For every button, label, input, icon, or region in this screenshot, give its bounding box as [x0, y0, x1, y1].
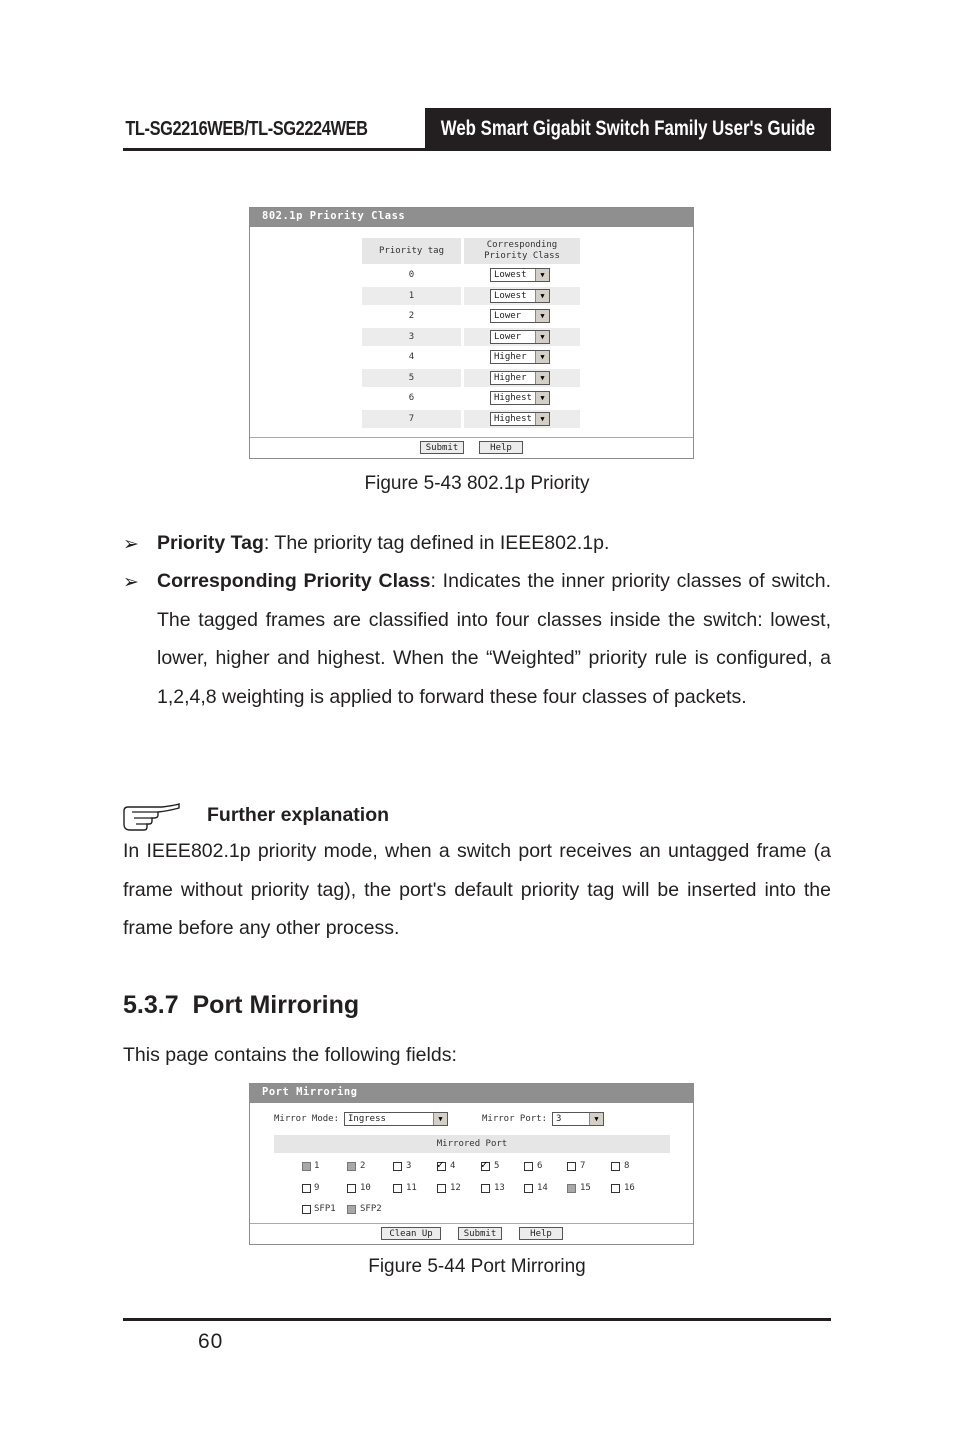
header-guide-title: Web Smart Gigabit Switch Family User's Guide: [425, 108, 831, 150]
port-label: 9: [314, 1183, 320, 1193]
priority-tag-value: 0: [408, 270, 415, 280]
priority-class-select[interactable]: Lower ▼: [490, 330, 550, 344]
header-model: TL-SG2216WEB/TL-SG2224WEB: [125, 117, 368, 140]
table-row: [362, 266, 580, 284]
pointing-hand-icon: [122, 801, 182, 833]
priority-tag-value: 4: [408, 352, 415, 362]
note-title: Further explanation: [207, 804, 390, 826]
table-row: [362, 307, 580, 325]
priority-class-select[interactable]: Lower ▼: [490, 309, 550, 323]
port-label: 12: [450, 1183, 461, 1193]
port-checkbox-8[interactable]: [611, 1162, 620, 1171]
panel-title: Port Mirroring: [250, 1084, 693, 1103]
table-row: [362, 369, 580, 387]
priority-tag-value: 5: [362, 369, 461, 387]
port-checkbox-1[interactable]: [302, 1162, 311, 1171]
priority-tag-value: 6: [408, 393, 415, 403]
port-checkbox-13[interactable]: [481, 1184, 490, 1193]
chevron-down-icon: ▼: [535, 413, 549, 425]
port-mirroring-panel: [249, 1083, 694, 1245]
note-text: In IEEE802.1p priority mode, when a switch port receives an untagged frame (a frame without priority tag), the port's default priority tag will be inserted into the frame before any other process.: [123, 840, 831, 939]
table-row: [362, 287, 580, 305]
port-checkbox-9[interactable]: [302, 1184, 311, 1193]
priority-class-select[interactable]: Highest ▼: [490, 412, 550, 426]
section-heading: 5.3.7 Port Mirroring: [123, 991, 360, 1019]
section-intro: This page contains the following fields:: [123, 1044, 457, 1066]
port-checkbox-14[interactable]: [524, 1184, 533, 1193]
port-label: SFP2: [360, 1204, 382, 1214]
port-label: 10: [360, 1183, 371, 1193]
table-row: [362, 389, 580, 407]
mirror-mode-label: Mirror Mode:: [274, 1114, 340, 1124]
chevron-down-icon: ▼: [535, 392, 549, 404]
port-label: 13: [494, 1183, 505, 1193]
mirror-mode-select[interactable]: Ingress ▼: [344, 1112, 448, 1126]
chevron-down-icon: ▼: [589, 1113, 603, 1125]
port-label: 1: [314, 1161, 320, 1171]
port-label: 4: [450, 1161, 456, 1171]
button-bar: [250, 1223, 693, 1244]
port-checkbox-sfp2[interactable]: [347, 1205, 356, 1214]
port-label: 11: [406, 1183, 417, 1193]
bullet-arrow-icon: ➢: [123, 572, 139, 593]
bullet-arrow-icon: ➢: [123, 534, 139, 555]
header-rule: [123, 148, 831, 151]
figure-caption: Figure 5-43 802.1p Priority: [364, 473, 590, 494]
col-header-priority-tag: Priority tag: [362, 238, 461, 264]
port-checkbox-6[interactable]: [524, 1162, 533, 1171]
port-label: 3: [406, 1161, 412, 1171]
priority-tag-value: 3: [362, 328, 461, 346]
port-label: 14: [537, 1183, 548, 1193]
panel-title: 802.1p Priority Class: [250, 208, 693, 227]
port-checkbox-5[interactable]: [481, 1162, 490, 1171]
bullet-corresponding-class: Corresponding Priority Class: Indicates the inner priority classes of switch. The tagged frames are classified into four classes inside the switch: lowest, lower, higher and highest. When the “Weighted” priority rule is configured, a 1,2,4,8 weighting is applied to forward these four classes of packets.: [157, 570, 832, 708]
figure-caption: Figure 5-44 Port Mirroring: [368, 1256, 586, 1277]
port-label: 5: [494, 1161, 500, 1171]
priority-class-select[interactable]: Highest ▼: [490, 391, 550, 405]
footer-rule: [123, 1318, 831, 1321]
priority-class-select[interactable]: Lowest ▼: [490, 289, 550, 303]
port-checkbox-11[interactable]: [393, 1184, 402, 1193]
bullet-priority-tag: Priority Tag: The priority tag defined in IEEE802.1p.: [157, 532, 610, 554]
mirrored-port-header: Mirrored Port: [274, 1135, 670, 1153]
port-checkbox-16[interactable]: [611, 1184, 620, 1193]
port-label: SFP1: [314, 1204, 336, 1214]
chevron-down-icon: ▼: [535, 331, 549, 343]
submit-button[interactable]: Submit: [458, 1227, 502, 1240]
clean-up-button[interactable]: Clean Up: [381, 1227, 441, 1240]
chevron-down-icon: ▼: [535, 351, 549, 363]
port-label: 7: [580, 1161, 586, 1171]
submit-button[interactable]: Submit: [420, 441, 464, 454]
chevron-down-icon: ▼: [535, 310, 549, 322]
priority-tag-value: 7: [362, 410, 461, 428]
port-checkbox-sfp1[interactable]: [302, 1205, 311, 1214]
port-label: 6: [537, 1161, 543, 1171]
port-checkbox-15[interactable]: [567, 1184, 576, 1193]
port-label: 16: [624, 1183, 635, 1193]
chevron-down-icon: ▼: [535, 372, 549, 384]
priority-class-panel: [249, 207, 694, 459]
priority-tag-value: 2: [408, 311, 415, 321]
help-button[interactable]: Help: [519, 1227, 563, 1240]
port-checkbox-7[interactable]: [567, 1162, 576, 1171]
port-label: 15: [580, 1183, 591, 1193]
port-label: 8: [624, 1161, 630, 1171]
button-bar: [250, 437, 693, 458]
priority-tag-value: 1: [362, 287, 461, 305]
port-checkbox-2[interactable]: [347, 1162, 356, 1171]
table-row: [362, 348, 580, 366]
help-button[interactable]: Help: [479, 441, 523, 454]
table-row: [362, 328, 580, 346]
port-checkbox-3[interactable]: [393, 1162, 402, 1171]
priority-class-select[interactable]: Higher ▼: [490, 371, 550, 385]
chevron-down-icon: ▼: [433, 1113, 447, 1125]
table-row: [362, 410, 580, 428]
port-checkbox-12[interactable]: [437, 1184, 446, 1193]
port-checkbox-10[interactable]: [347, 1184, 356, 1193]
chevron-down-icon: ▼: [535, 290, 549, 302]
port-checkbox-4[interactable]: [437, 1162, 446, 1171]
page-number: 60: [198, 1330, 224, 1353]
col-header-priority-class: Corresponding Priority Class: [464, 238, 580, 264]
priority-class-select[interactable]: Higher ▼: [490, 350, 550, 364]
port-label: 2: [360, 1161, 366, 1171]
chevron-down-icon: ▼: [535, 269, 549, 281]
mirror-port-label: Mirror Port:: [482, 1114, 548, 1124]
priority-class-select[interactable]: Lowest ▼: [490, 268, 550, 282]
mirror-port-select[interactable]: 3 ▼: [552, 1112, 604, 1126]
